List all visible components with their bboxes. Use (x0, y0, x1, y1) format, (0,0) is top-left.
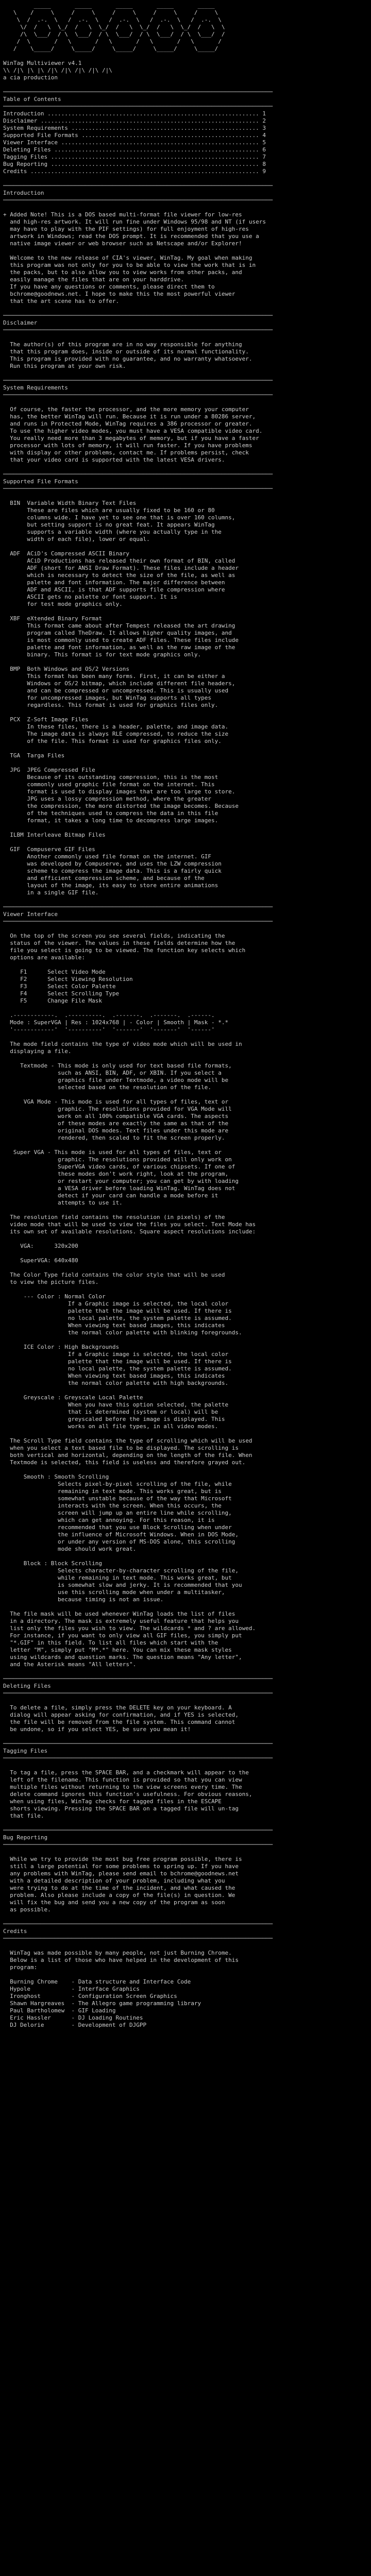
viewer-interface-intro: On the top of the screen you see several fields, indicating the status of the viewer. The values in these fields determine how the file you select is going to be viewed. The function key selects which options are available: (10, 933, 246, 961)
system-requirements-body: Of course, the faster the processor, and the more memory your computer has, the better WinTag will run. Because it is run under a 80286 server, and runs in Protected Mode, WinTag requires a 386 processor or greater. To use the higher video modes, you must have a VESA compatible video card. You really need more than 3 megabytes of memory, but if you have a faster processor with lots of memory, it will run faster. If you have problems with display or other problems, contact me. If problems persist, check that your video card is supported with the latest VESA drivers. (10, 406, 263, 463)
toc-entry-system-requirements[interactable]: System Requirements ....................................................... 3 (3, 125, 266, 131)
section-title-rule: ─────────────────────────────────────────────────────────────────────────────── (3, 327, 273, 333)
credits-intro: WinTag was made possible by many people, not just Burning Chrome. Below is a list of those who have helped in the development of this program: (10, 1950, 239, 1971)
tagging-files-title: Tagging Files (3, 1748, 48, 1754)
section-divider: ─────────────────────────────────────────────────────────────────────────────── (3, 1827, 273, 1834)
section-divider: ─────────────────────────────────────────────────────────────────────────────── (3, 471, 273, 478)
section-divider: ─────────────────────────────────────────────────────────────────────────────── (3, 312, 273, 319)
introduction-title: Introduction (3, 190, 44, 196)
file-formats-body: BIN Variable Width Binary Text Files These are files which are usually fixed to be 160 or 80 columns wide. I have yet to see one that is over 160 columns, but setting support is no great feat. It appears WinTag supports a variable width (where you actually type in the width of each file), lower or equal. ADF ACiD's Compressed ASCII Binary ACiD Productions has released their own format of BIN, called ADF (short for ANSI Draw Format). These files include a header which is necessary to detect the size of the file, as well as palette and font information. The major difference between ADF and ASCII, is that ADF supports file compression where ASCII gets no palette or font support. It is for test mode graphics only. XBF eXtended Binary Format This format came about after Tempest released the art drawing program called TheDraw. It allows higher quality images, and is most commonly used to create ADF files. These files include palette and font information, as well as the raw image of the binary. This format is for text mode graphics only. BMP Both Windows and OS/2 Versions This format has been many forms. First, it can be either a Windows or OS/2 bitmap, which include different file headers, and can be compressed or uncompressed. This is usually used for uncompressed images, but WinTag supports all types regardless. This format is used for graphics files only. PCX Z-Soft Image Files In these files, there is a header, palette, and image data. The image data is always RLE compressed, to reduce the size of the file. This format is used for graphics files only. TGA Targa Files JPG JPEG Compressed File Because of its outstanding compression, this is the most commonly used graphic file format on the internet. This format is used to display images that are too large to store. JPG uses a lossy compression method, where the greater the compression, the more distorted the image becomes. Because of the techniques used to compress the data in this file format, it takes a long time to decompress large images. ILBM Interleave Bitmap Files GIF Compuserve GIF Files Another commonly used file format on the internet. GIF was developed by Compuserve, and uses the LZW compression scheme to compress the image data. This is a fairly quick and efficient compression scheme, and because of the layout of the image, its easy to store entire animations in a single GIF file. (10, 500, 239, 896)
tagging-files-body: To tag a file, press the SPACE BAR, and a checkmark will appear to the left of the filename. This function is provided so that you can view multiple files without returning to the view screens every time. The delete command ignores this function's usefulness. For obvious reasons, when using files, WinTag checks for tagged files in the ESCAPE shorts viewing. Pressing the SPACE BAR on a tagged file will un-tag that file. (10, 1769, 252, 1819)
credits-row: Hypole - Interface Graphics (3, 1986, 140, 1992)
system-requirements-title: System Requirements (3, 384, 68, 391)
tagline: a cia production (3, 74, 58, 81)
bug-reporting-body: While we try to provide the most bug free program possible, there is still a large potential for some problems to spring up. If you have any problems with WinTag, please send email to bchrome@goodnews.net with a detailed description of your problem, including what you were trying to do at the time of the incident, and what caused the problem. Also please include a copy of the file(s) in question. We will fix the bug and send you a new copy of the program as soon as possible. (10, 1856, 242, 1913)
section-title-rule: ─────────────────────────────────────────────────────────────────────────────── (3, 918, 273, 925)
toc-entry-tagging-files[interactable]: Tagging Files ............................................................. 7 (3, 154, 266, 160)
app-title: WinTag Multiviewer v4.1 (3, 60, 82, 66)
section-title-rule: ─────────────────────────────────────────────────────────────────────────────── (3, 485, 273, 492)
toc-entry-file-formats[interactable]: Supported File Formats .................................................... 4 (3, 132, 266, 139)
section-title-rule: ─────────────────────────────────────────────────────────────────────────────── (3, 1755, 273, 1761)
viewer-interface-body: The mode field contains the type of video mode which will be used in displaying a file. Textmode - This mode is only used for text based file formats, such as ANSI, BIN, ADF, or XBIN. If you select a graphics file under Textmode, a video mode will be selected based on the resolution of the file. VGA Mode - This mode is used for all types of files, text or graphic. The resolutions provided for VGA Mode will work on all 100% compatible VGA cards. The aspects of these modes are exactly the same as that of the original DOS modes. Text files under this mode are rendered, then scaled to fit the screen properly. Super VGA - This mode is used for all types of files, text or graphic. The resolutions provided will only work on SuperVGA video cards, of various chipsets. If one of these modes don't work right, look at the program, or restart your computer; you can get by with loading a VESA driver before loading WinTag. WinTag does not detect if your card can handle a mode before it attempts to use it. The resolution field contains the resolution (in pixels) of the video mode that will be used to view the files you select. Text Mode has its own set of available resolutions. Square aspect resolutions include: VGA: 320x200 SuperVGA: 640x480 The Color Type field contains the color style that will be used to view the picture files. --- Color : Normal Color If a Graphic image is selected, the local color palette that the image will be used. If there is no local palette, the system palette is assumed. When viewing text based images, this indicates the normal color palette with blinking foregrounds. ICE Color : High Backgrounds If a Graphic image is selected, the local color palette that the image will be used. If there is no local palette, the system palette is assumed. When viewing text based images, this indicates the normal color palette with high backgrounds. Greyscale : Greyscale Local Palette When you have this option selected, the palette that is determined (system or local) will be greyscaled before the image is displayed. This works on all file types, in all video modes. The Scroll Type field contains the type of scrolling which will be used when you select a text based file to be displayed. The scrolling is both vertical and horizontal, depending on the length of the file. When Textmode is selected, this field is useless and therefore grayed out. Smooth : Smooth Scrolling Selects pixel-by-pixel scrolling of the file, while remaining in text mode. This works great, but is somewhat unstable because of the way that Microsoft interacts with the screen. When this occurs, the screen will jump up an entire line while scrolling, which can get annoying. For this reason, it is recommended that you use Block Scrolling when under the influence of Microsoft Windows. When in DOS Mode, or under any version of MS-DOS alone, this scrolling mode should work great. Block : Block Scrolling Selects character-by-character scrolling of the file, while remaining in text mode. This works great, but is somewhat slow and jerky. It is recommended that you use this scrolling mode when under a multitasker, because timing is not an issue. The file mask will be used whenever WinTag loads the list of files in a directory. The mask is extremely useful feature that helps you list only the files you wish to view. The wildcards * and ? are allowed. For instance, if you want to only view all GIF files, you simply put "*.GIF" in this field. To list all files which start with the letter "M", simply put "M*.*" here. You can mix these mask styles using wildcards and question marks. The question means "Any letter", and the Asterisk means "All letters". (10, 1041, 256, 1668)
bug-reporting-title: Bug Reporting (3, 1834, 48, 1841)
credits-row: Eric Hassler - DJ Loading Routines (3, 2014, 143, 2021)
file-formats-title: Supported File Formats (3, 478, 78, 485)
disclaimer-body: The author(s) of this program are in no way responsible for anything that this program does, inside or outside of its normal functionality. This program is provided with no guarantee, and no warranty whatsoever. Run this program at your own risk. (10, 341, 252, 369)
toc-entry-credits[interactable]: Credits ................................................................... 9 (3, 168, 266, 175)
section-divider: ─────────────────────────────────────────────────────────────────────────────── (3, 377, 273, 384)
section-divider: ─────────────────────────────────────────────────────────────────────────────── (3, 904, 273, 910)
toc-entry-disclaimer[interactable]: Disclaimer ................................................................ 2 (3, 117, 266, 124)
toc-title: Table of Contents (3, 96, 61, 103)
credits-row: DJ Delorie - Development of DJGPP (3, 2022, 147, 2028)
function-key-list: F1 Select Video Mode F2 Select Viewing Resolution F3 Select Color Palette F4 Select Scrolling Type F5 Change File Mask (20, 969, 133, 1004)
deleting-files-title: Deleting Files (3, 1683, 51, 1689)
deleting-files-body: To delete a file, simply press the DELETE key on your keyboard. A dialog will appear asking for confirmation, and if YES is selected, the file will be removed from the file system. This command cannot be undone, so if you select YES, be sure you mean it! (10, 1704, 239, 1733)
introduction-body: + Added Note! This is a DOS based multi-format file viewer for low-res and high-res artwork. It will run fine under Windows 95/98 and NT (if users may have to play with the PIF settings) for full enjoyment of high-res artwork in Windows; read the DOS prompt. It is recommended that you use a native image viewer or web browser such as Netscape and/or Explorer! Welcome to the new release of CIA's viewer, WinTag. My goal when making this program was not only for you to be able to view the work that is in the packs, but to also allow you to view works from other packs, and easily manage the files that are on your harddrive. If you have any questions or comments, please direct them to bchrome@goodnews.net. I hope to make this the most powerful viewer that the art scene has to offer. (3, 211, 266, 304)
section-divider: ─────────────────────────────────────────────────────────────────────────────── (3, 1740, 273, 1747)
toc-entry-viewer-interface[interactable]: Viewer Interface .......................................................... 5 (3, 139, 266, 146)
section-title-rule: ─────────────────────────────────────────────────────────────────────────────── (3, 1935, 273, 1942)
toc-title-rule: ─────────────────────────────────────────────────────────────────────────────── (3, 103, 273, 110)
section-divider: ─────────────────────────────────────────────────────────────────────────────── (3, 1675, 273, 1682)
section-title-rule: ─────────────────────────────────────────────────────────────────────────────── (3, 197, 273, 204)
credits-row: Paul Bartholomew - GIF Loading (3, 2007, 116, 2014)
viewer-interface-title: Viewer Interface (3, 911, 58, 918)
section-divider: ─────────────────────────────────────────────────────────────────────────────── (3, 1921, 273, 1927)
credits-title: Credits (3, 1928, 27, 1935)
credits-row: Ironghost - Configuration Screen Graphics (3, 1993, 177, 1999)
credits-row: Shawn Hargreaves - The Allegro game programming library (3, 2000, 201, 2007)
disclaimer-title: Disclaimer (3, 319, 38, 326)
section-title-rule: ─────────────────────────────────────────────────────────────────────────────── (3, 1841, 273, 1848)
toc-entry-introduction[interactable]: Introduction .............................................................. 1 (3, 110, 266, 117)
logo-text: \\ /|\ |\ |\ /|\ /|\ /|\ /|\ /|\ (3, 67, 112, 74)
toc-entry-deleting-files[interactable]: Deleting Files ............................................................ 6 (3, 146, 266, 153)
logo-art: _____ _____ _____ _____ _____ \ / \ / \ / \ / \ / \ \ / .-. \ / .-. \ / .-. \ / .-. \ / .-. \ \/ / \ \_/ / \ \_/ / \ \_/ / \ \_/ / \ \ /\ \___/ / \ \___/ / \ \___/ / \ \___/ / \ \___/ / / \ / \ / \ / \ / \ / / \_____/ \_____/ \_____/ \_____/ \_____/ (13, 2, 225, 52)
viewer-status-bar: .------------. .----------. .-------. .-------. .------. Mode : SuperVGA | Res : 1024x768 | - Color | Smooth | Mask - *.* '------------' '----------' '-------' '-------' '------' (10, 1012, 229, 1033)
section-title-rule: ─────────────────────────────────────────────────────────────────────────────── (3, 1690, 273, 1697)
toc-divider: ─────────────────────────────────────────────────────────────────────────────── (3, 89, 273, 95)
toc-entry-bug-reporting[interactable]: Bug Reporting ............................................................. 8 (3, 161, 266, 167)
section-divider: ─────────────────────────────────────────────────────────────────────────────── (3, 182, 273, 189)
section-title-rule: ─────────────────────────────────────────────────────────────────────────────── (3, 392, 273, 398)
credits-row: Burning Chrome - Data structure and Interface Code (3, 1978, 191, 1985)
